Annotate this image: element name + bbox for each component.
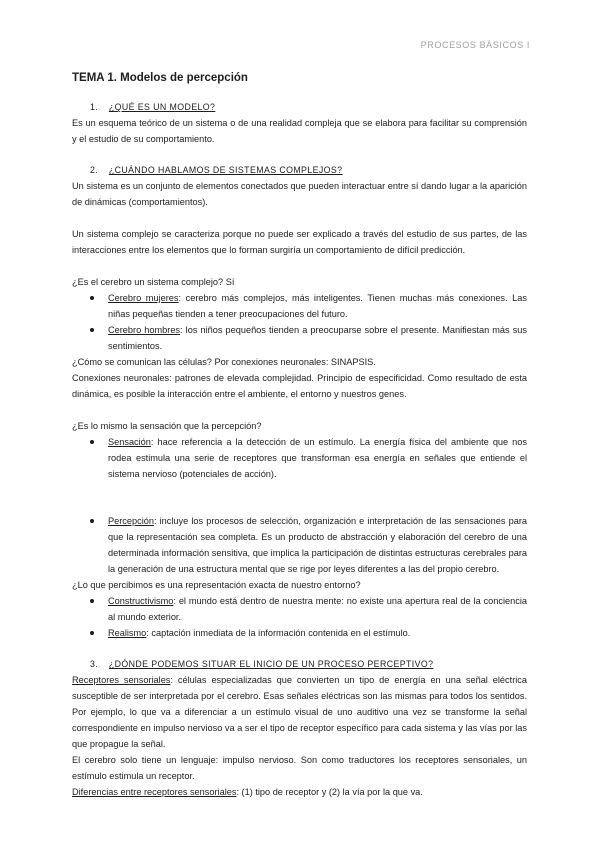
definition: : (1) tipo de receptor y (2) la vía por la que va. bbox=[236, 787, 423, 797]
bullet-icon bbox=[90, 631, 94, 635]
list-percepcion bbox=[72, 513, 527, 577]
section-heading-2 bbox=[90, 162, 527, 178]
section-heading-text: ¿DÓNDE PODEMOS SITUAR EL INICIO DE UN PROCESO PERCEPTIVO? bbox=[108, 659, 434, 669]
list-item bbox=[72, 290, 527, 322]
section-number: 1. bbox=[90, 102, 99, 112]
paragraph-sistema-complejo: Un sistema complejo se caracteriza porque no puede ser explicado a través del estudio de sus partes, de las interacciones entre los elementos que lo forman surgiría un comportamiento de difícil predicción. bbox=[72, 229, 527, 255]
term: Constructivismo bbox=[108, 596, 174, 606]
list-item bbox=[72, 434, 527, 482]
paragraph-sistema: Un sistema es un conjunto de elementos conectados que pueden interactuar entre sí dando lugar a la aparición de dinámicas (comportamientos). bbox=[72, 181, 527, 207]
section-heading-3 bbox=[90, 656, 527, 672]
question-representacion: ¿Lo que percibimos es una representación exacta de nuestro entorno? bbox=[72, 580, 361, 590]
term: Sensación bbox=[108, 437, 151, 447]
bullet-icon bbox=[90, 599, 94, 603]
bullet-icon bbox=[90, 296, 94, 300]
term: Receptores sensoriales bbox=[72, 675, 171, 685]
bullet-icon bbox=[90, 519, 94, 523]
paragraph-lenguaje: El cerebro solo tiene un lenguaje: impulso nervioso. Son como traductores los receptores sensoriales, un estímulo estimula un receptor. bbox=[72, 755, 527, 781]
list-cerebro bbox=[72, 290, 527, 354]
section-heading-text: ¿CUÁNDO HABLAMOS DE SISTEMAS COMPLEJOS? bbox=[108, 165, 343, 175]
list-item bbox=[72, 625, 527, 641]
question-sensacion-percepcion: ¿Es lo mismo la sensación que la percepción? bbox=[72, 421, 262, 431]
definition: : cerebro más complejos, más inteligentes. Tienen muchas más conexiones. Las niñas pequeñas tienden a tener preocupaciones del futuro. bbox=[108, 293, 528, 319]
question-celulas: ¿Cómo se comunican las células? Por conexiones neuronales: SINAPSIS. bbox=[72, 357, 376, 367]
definition: : incluye los procesos de selección, organización e interpretación de las sensaciones para que la representación sea completa. Es un producto de abstracción y elaboración del cerebro de una determinada información sensitiva, que implica la participación de distintas estructuras cerebrales para la generación de una estructura mental que se rige por leyes diferentes a las del propio cerebro. bbox=[108, 516, 527, 574]
list-item bbox=[72, 593, 527, 625]
term: Diferencias entre receptores sensoriales bbox=[72, 787, 237, 797]
list-sensacion bbox=[72, 434, 527, 482]
paragraph-conexiones: Conexiones neuronales: patrones de elevada complejidad. Principio de especificidad. Como resultado de esta dinámica, es posible la interacción entre el ambiente, el entorno y nuestros genes. bbox=[72, 373, 527, 399]
section-number: 3. bbox=[90, 659, 99, 669]
definition: : células especializadas que convierten un tipo de energía en una señal eléctrica susceptible de ser interpretada por el cerebro. Esas señales eléctricas son las mismas para todos los sentidos. Por ejemplo, lo que va a diferenciar a un estímulo visual de uno auditivo una vez se transforme la señal correspondiente en impulso nervioso va a ser el tipo de receptor específico para cada sistema y las vías por las que propague la señal. bbox=[72, 675, 527, 749]
term: Cerebro mujeres bbox=[108, 293, 179, 303]
definition: : hace referencia a la detección de un estímulo. La energía física del ambiente que nos rodea estimula una serie de receptores que transforman esa energía en señales que entiende el sistema nervioso (potenciales de acción). bbox=[108, 437, 527, 479]
term: Realismo bbox=[108, 628, 147, 638]
section-number: 2. bbox=[90, 165, 99, 175]
term: Cerebro hombres bbox=[108, 325, 181, 335]
paragraph-diferencias bbox=[72, 784, 527, 800]
document-body bbox=[72, 70, 527, 800]
page-title: TEMA 1. Modelos de percepción bbox=[72, 72, 248, 84]
bullet-icon bbox=[90, 440, 94, 444]
definition: : captación inmediata de la información contenida en el estímulo. bbox=[146, 628, 411, 638]
question-cerebro: ¿Es el cerebro un sistema complejo? Sí bbox=[72, 277, 235, 287]
definition: : los niños pequeños tienden a preocuparse sobre el presente. Manifiestan más sus sentimientos. bbox=[108, 325, 528, 351]
list-item bbox=[72, 513, 527, 577]
section-heading-text: ¿QUÉ ES UN MODELO? bbox=[108, 102, 216, 112]
paragraph-modelo: Es un esquema teórico de un sistema o de una realidad compleja que se elabora para facilitar su comprensión y el estudio de su comportamiento. bbox=[72, 118, 527, 144]
bullet-icon bbox=[90, 328, 94, 332]
list-item bbox=[72, 322, 527, 354]
running-header: PROCESOS BÁSICOS I bbox=[420, 40, 530, 50]
paragraph-receptores bbox=[72, 672, 527, 752]
term: Percepción bbox=[108, 516, 154, 526]
list-representacion bbox=[72, 593, 527, 641]
section-heading-1 bbox=[90, 99, 527, 115]
definition: : el mundo está dentro de nuestra mente: no existe una apertura real de la conciencia al mundo exterior. bbox=[108, 596, 527, 622]
